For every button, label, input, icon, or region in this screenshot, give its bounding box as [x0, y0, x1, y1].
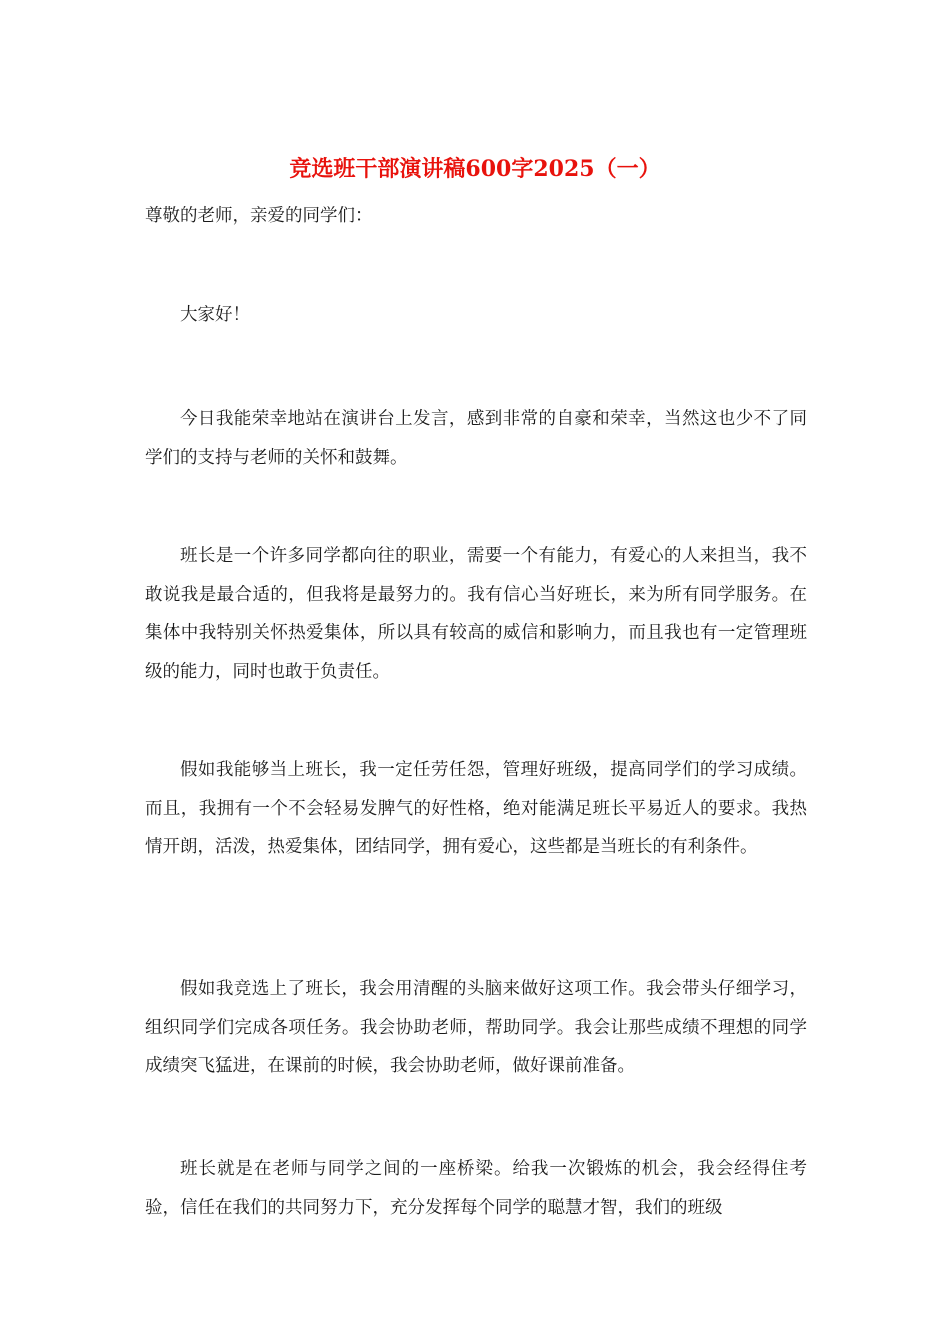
paragraph-plan: 假如我竞选上了班长，我会用清醒的头脑来做好这项工作。我会带头仔细学习，组织同学们完成各项任务。我会协助老师，帮助同学。我会让那些成绩不理想的同学成绩突飞猛进，在课前的时候，我会协助老师，做好课前准备。	[145, 979, 807, 1076]
paragraph-greeting: 大家好！	[180, 305, 250, 325]
paragraph-bridge: 班长就是在老师与同学之间的一座桥梁。给我一次锻炼的机会，我会经得住考验，信任在我们的共同努力下，充分发挥每个同学的聪慧才智，我们的班级	[145, 1159, 807, 1218]
paragraph-role: 班长是一个许多同学都向往的职业，需要一个有能力，有爱心的人来担当，我不敢说我是最合适的，但我将是最努力的。我有信心当好班长，来为所有同学服务。在集体中我特别关怀热爱集体，所以具有较高的威信和影响力，而且我也有一定管理班级的能力，同时也敢于负责任。	[145, 546, 807, 682]
salutation: 尊敬的老师，亲爱的同学们：	[145, 206, 373, 226]
document-title: 竞选班干部演讲稿600字2025（一）	[289, 156, 661, 182]
paragraph-opening: 今日我能荣幸地站在演讲台上发言，感到非常的自豪和荣幸，当然这也少不了同学们的支持与老师的关怀和鼓舞。	[145, 409, 807, 468]
paragraph-commitment: 假如我能够当上班长，我一定任劳任怨，管理好班级，提高同学们的学习成绩。而且，我拥有一个不会轻易发脾气的好性格，绝对能满足班长平易近人的要求。我热情开朗，活泼，热爱集体，团结同学，拥有爱心，这些都是当班长的有利条件。	[145, 760, 807, 857]
